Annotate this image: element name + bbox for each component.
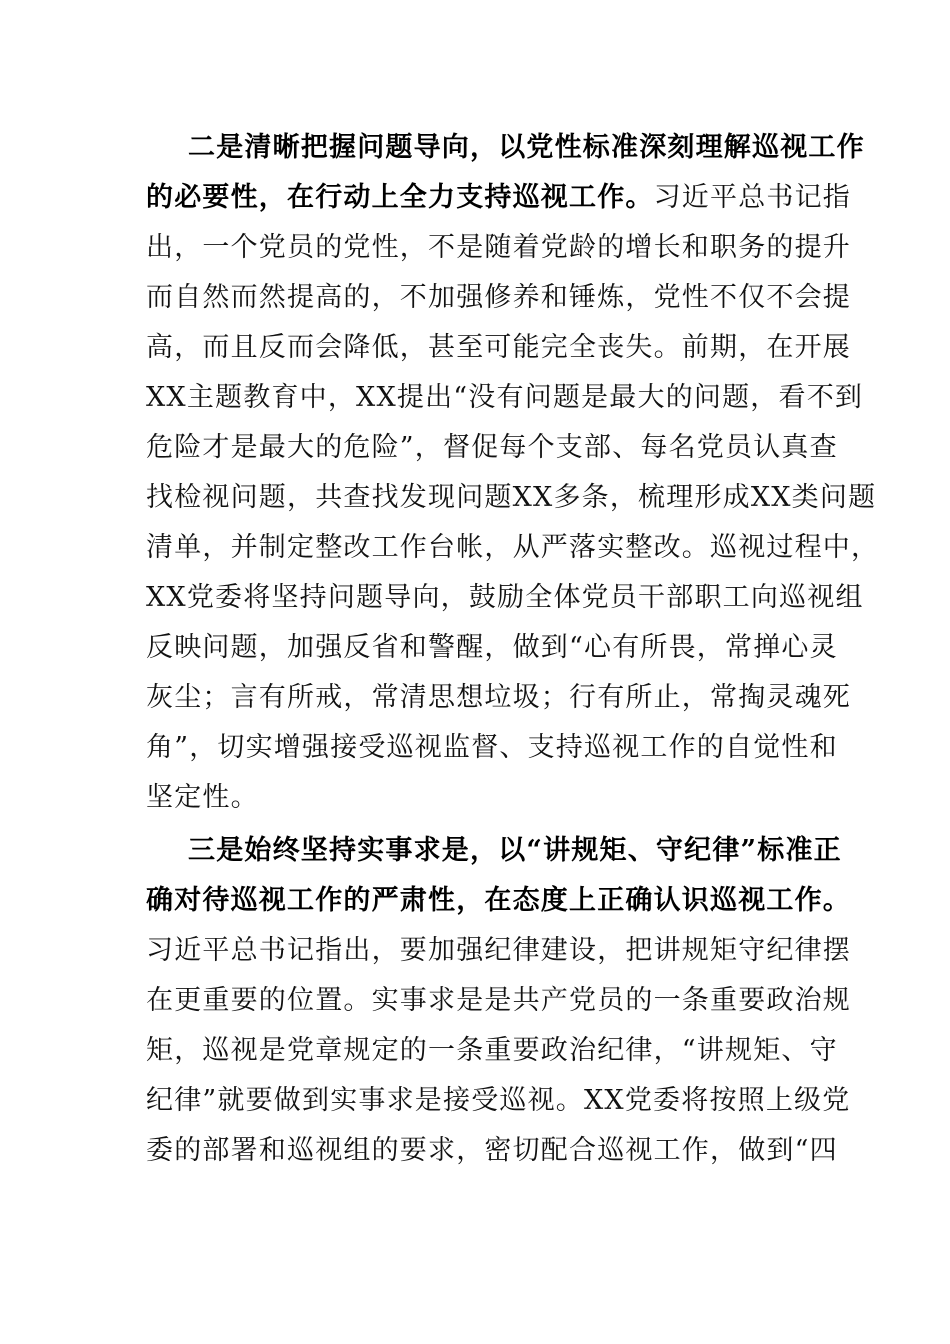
paragraph-2-line: 坚定性。 (146, 782, 259, 813)
paragraph-2-line: 清单，并制定整改工作台帐，从严落实整改。巡视过程中， (146, 532, 880, 563)
paragraph-2-heading-tail: 的必要性，在行动上全力支持巡视工作。 (146, 182, 654, 213)
paragraph-2-line: 危险才是最大的危险”，督促每个支部、每名党员认真查 (146, 432, 838, 463)
paragraph-3-heading-line-1: 三是始终坚持实事求是，以“讲规矩、守纪律”标准正 (188, 835, 842, 866)
paragraph-2-line: 灰尘；言有所戒，常清思想垃圾；行有所止，常掏灵魂死 (146, 682, 851, 713)
paragraph-2-body-start: 习近平总书记指 (653, 182, 852, 213)
paragraph-2-line: 找检视问题，共查找发现问题XX多条，梳理形成XX类问题 (146, 482, 877, 513)
paragraph-3-line: 矩，巡视是党章规定的一条重要政治纪律，“讲规矩、守 (146, 1035, 838, 1066)
paragraph-2-line: 而自然而然提高的，不加强修养和锤炼，党性不仅不会提 (146, 282, 851, 313)
paragraph-3-line: 在更重要的位置。实事求是是共产党员的一条重要政治规 (146, 985, 851, 1016)
paragraph-3-line: 纪律”就要做到实事求是接受巡视。XX党委将按照上级党 (146, 1085, 851, 1116)
paragraph-3 (146, 826, 851, 1176)
paragraph-2-line: XX党委将坚持问题导向，鼓励全体党员干部职工向巡视组 (146, 582, 864, 613)
paragraph-3-line: 习近平总书记指出，要加强纪律建设，把讲规矩守纪律摆 (146, 935, 851, 966)
paragraph-3-heading-line-2: 确对待巡视工作的严肃性，在态度上正确认识巡视工作。 (146, 885, 851, 916)
paragraph-2 (146, 123, 880, 823)
paragraph-2-heading-line-1: 二是清晰把握问题导向，以党性标准深刻理解巡视工作 (188, 132, 865, 163)
paragraph-3-line: 委的部署和巡视组的要求，密切配合巡视工作，做到“四 (146, 1135, 838, 1166)
paragraph-2-line: XX主题教育中，XX提出“没有问题是最大的问题，看不到 (146, 382, 864, 413)
paragraph-2-line: 高，而且反而会降低，甚至可能完全丧失。前期，在开展 (146, 332, 851, 363)
paragraph-2-line: 反映问题，加强反省和警醒，做到“心有所畏，常掸心灵 (146, 632, 838, 663)
paragraph-2-line: 角”，切实增强接受巡视监督、支持巡视工作的自觉性和 (146, 732, 838, 763)
paragraph-2-heading-line-2 (146, 173, 852, 223)
paragraph-2-line: 出，一个党员的党性，不是随着党龄的增长和职务的提升 (146, 232, 851, 263)
